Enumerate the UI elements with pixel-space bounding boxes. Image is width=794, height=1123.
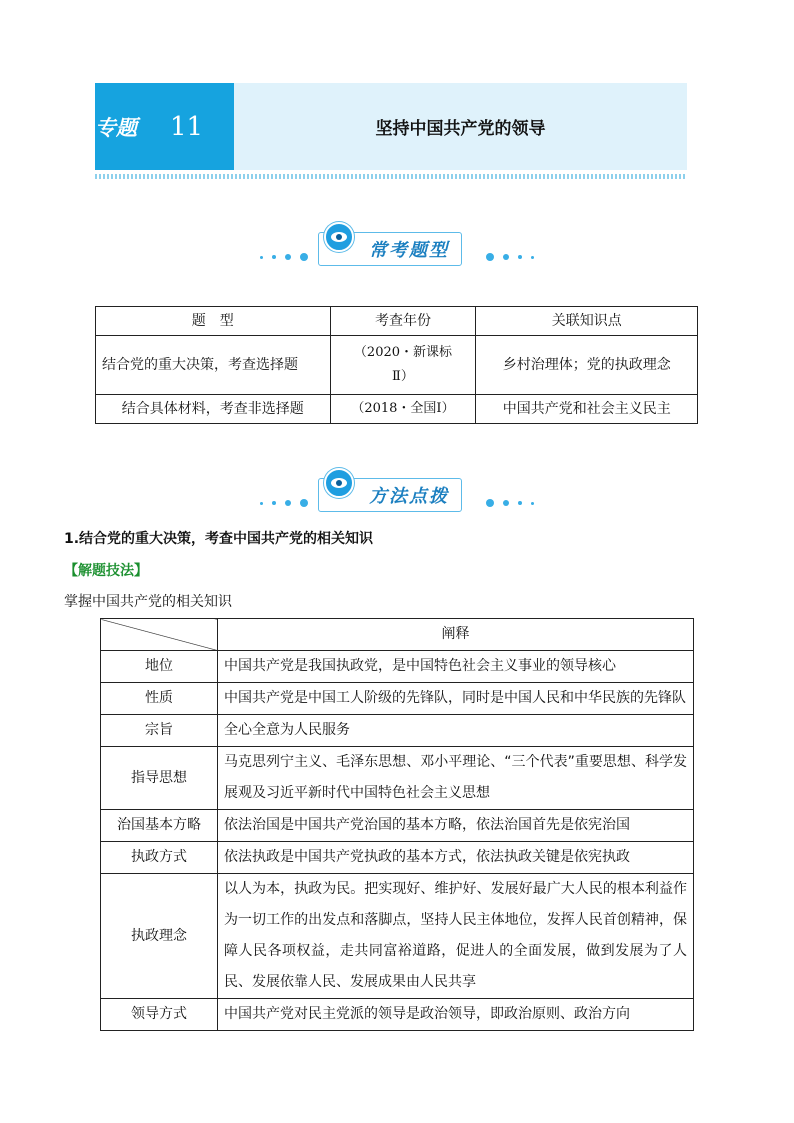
table-row <box>101 683 694 715</box>
row-key: 治国基本方略 <box>101 810 218 842</box>
table-header-row <box>101 619 694 651</box>
header-cell: 关联知识点 <box>476 307 698 336</box>
table-cell: 结合党的重大决策，考查选择题 <box>96 336 331 395</box>
left-dots-decoration <box>260 253 308 261</box>
row-key: 领导方式 <box>101 999 218 1031</box>
left-dots-decoration <box>260 499 308 507</box>
topic-banner <box>95 83 687 170</box>
row-value: 依法治国是中国共产党治国的基本方略，依法治国首先是依宪治国 <box>218 810 694 842</box>
solving-tip-label: 【解题技法】 <box>64 563 148 579</box>
row-value: 马克思列宁主义、毛泽东思想、邓小平理论、“三个代表”重要思想、科学发展观及习近平新时代中国特色社会主义思想 <box>218 747 694 810</box>
row-value: 依法执政是中国共产党执政的基本方式，依法执政关键是依宪执政 <box>218 842 694 874</box>
table-row <box>101 999 694 1031</box>
table-row <box>101 842 694 874</box>
header-cell: 阐释 <box>218 619 694 651</box>
row-key: 宗旨 <box>101 715 218 747</box>
table-row <box>96 336 698 395</box>
table-cell: （2018・全国Ⅰ） <box>330 395 476 424</box>
badge-label: 常考题型 <box>369 240 449 261</box>
banner-divider <box>95 174 687 179</box>
table-cell: （2020・新课标Ⅱ） <box>330 336 476 395</box>
eye-icon <box>324 222 354 252</box>
method-intro: 掌握中国共产党的相关知识 <box>64 594 232 610</box>
right-dots-decoration <box>486 253 534 261</box>
row-value: 中国共产党对民主党派的领导是政治领导，即政治原则、政治方向 <box>218 999 694 1031</box>
table-row <box>101 747 694 810</box>
header-cell: 考查年份 <box>330 307 476 336</box>
right-dots-decoration <box>486 499 534 507</box>
table-cell: 中国共产党和社会主义民主 <box>476 395 698 424</box>
knowledge-table <box>100 618 694 1031</box>
table-row <box>101 651 694 683</box>
table-cell: 结合具体材料，考查非选择题 <box>96 395 331 424</box>
row-key: 执政理念 <box>101 874 218 999</box>
method-section-title: 1.结合党的重大决策，考查中国共产党的相关知识 <box>64 531 374 547</box>
row-key: 性质 <box>101 683 218 715</box>
row-value: 中国共产党是中国工人阶级的先锋队，同时是中国人民和中华民族的先锋队 <box>218 683 694 715</box>
table-row <box>101 874 694 999</box>
diagonal-header-cell <box>101 619 218 651</box>
topic-tag <box>95 83 234 170</box>
exam-type-table <box>95 306 698 424</box>
topic-tag-word: 专题 <box>95 114 137 140</box>
topic-tag-number: 11 <box>169 111 204 142</box>
row-value: 中国共产党是我国执政党，是中国特色社会主义事业的领导核心 <box>218 651 694 683</box>
row-value: 以人为本，执政为民。把实现好、维护好、发展好最广大人民的根本利益作为一切工作的出发点和落脚点，坚持人民主体地位，发挥人民首创精神，保障人民各项权益，走共同富裕道路，促进人的全面发展，做到发展为了人民、发展依靠人民、发展成果由人民共享 <box>218 874 694 999</box>
row-key: 执政方式 <box>101 842 218 874</box>
table-row <box>96 395 698 424</box>
page-title: 坚持中国共产党的领导 <box>375 119 546 139</box>
row-key: 地位 <box>101 651 218 683</box>
header-cell: 题 型 <box>96 307 331 336</box>
table-row <box>101 810 694 842</box>
table-row <box>101 715 694 747</box>
table-header-row <box>96 307 698 336</box>
table-cell: 乡村治理体；党的执政理念 <box>476 336 698 395</box>
row-key: 指导思想 <box>101 747 218 810</box>
section-badge-common-types <box>260 222 534 272</box>
row-value: 全心全意为人民服务 <box>218 715 694 747</box>
section-badge-method-tips <box>260 468 534 518</box>
badge-label: 方法点拨 <box>369 486 449 507</box>
eye-icon <box>324 468 354 498</box>
